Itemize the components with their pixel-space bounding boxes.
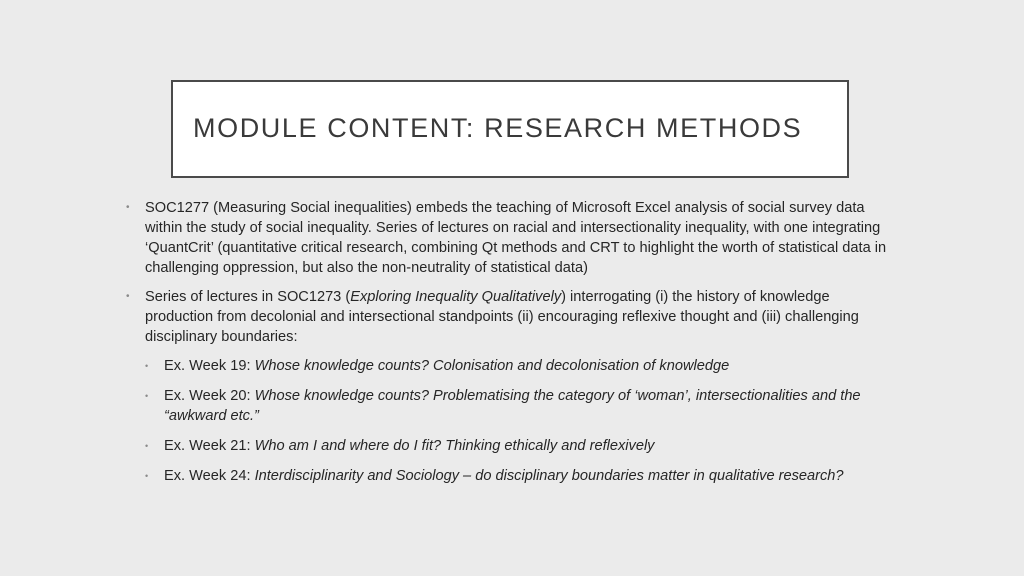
week-label: Ex. Week 20: — [164, 388, 255, 404]
slide-content — [126, 198, 896, 496]
week-title: Whose knowledge counts? Problematising the category of ‘woman’, intersectionalities and the “awkward etc.” — [164, 388, 861, 424]
week-label: Ex. Week 19: — [164, 358, 255, 374]
list-item — [126, 198, 896, 278]
week-item — [145, 436, 896, 456]
week-label: Ex. Week 21: — [164, 438, 255, 454]
bullet-icon: • — [145, 361, 149, 371]
week-title: Whose knowledge counts? Colonisation and decolonisation of knowledge — [254, 358, 730, 374]
bullet-icon: • — [126, 291, 130, 302]
bullet-icon: • — [145, 471, 149, 481]
week-item — [145, 466, 896, 486]
week-title: Who am I and where do I fit? Thinking ethically and reflexively — [254, 438, 655, 454]
bullet-text: ) interrogating (i) the history of knowledge production from decolonial and intersectional standpoints (ii) encouraging reflexive thought and (iii) challenging disciplinary boundaries: — [145, 289, 859, 345]
week-item — [145, 386, 896, 426]
bullet-icon: • — [145, 441, 149, 451]
list-item — [126, 287, 896, 347]
week-label: Ex. Week 24: — [164, 468, 255, 484]
week-title: Interdisciplinarity and Sociology – do disciplinary boundaries matter in qualitative research? — [254, 468, 844, 484]
page-title: MODULE CONTENT: RESEARCH METHODS — [193, 113, 803, 143]
bullet-icon: • — [126, 202, 130, 213]
module-title: Exploring Inequality Qualitatively — [350, 289, 562, 305]
week-item — [145, 356, 896, 376]
bullet-icon: • — [145, 391, 149, 401]
bullet-text: SOC1277 (Measuring Social inequalities) embeds the teaching of Microsoft Excel analysis of social survey data within the study of social inequality. Series of lectures on racial and intersectionality inequality, with one integrating ‘QuantCrit’ (quantitative critical research, combining Qt methods and CRT to highlight the worth of statistical data in challenging oppression, but also the non-neutrality of statistical data) — [145, 200, 887, 276]
title-box — [171, 80, 849, 178]
bullet-text: Series of lectures in SOC1273 ( — [145, 289, 351, 305]
